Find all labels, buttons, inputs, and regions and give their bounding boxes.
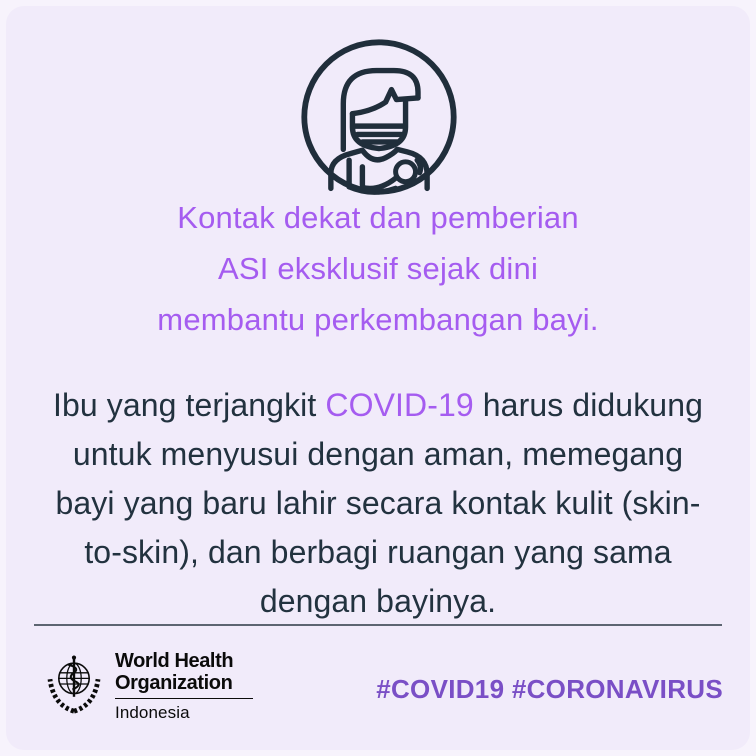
heading-line-1: Kontak dekat dan pemberian: [177, 200, 579, 235]
who-name-line-1: World Health: [115, 650, 234, 672]
who-name-line-2: Organization: [115, 672, 233, 694]
hashtags-label: #COVID19 #CORONAVIRUS: [376, 674, 723, 704]
who-logo-lockup: [42, 650, 253, 723]
covid19-highlight: COVID-19: [325, 387, 474, 423]
breastfeeding-mother-with-mask-icon: [296, 34, 462, 200]
heading-line-2: ASI eksklusif sejak dini: [217, 251, 539, 286]
body-line-3: bayi yang baru lahir secara kontak kulit (skin-: [55, 485, 701, 521]
who-emblem-icon: [42, 652, 106, 716]
footer-divider: [34, 624, 722, 626]
heading-purple: [0, 192, 756, 345]
body-paragraph: [0, 381, 756, 626]
who-wordmark: [115, 650, 253, 723]
body-line-4: to-skin), dan berbagi ruangan yang sama: [84, 534, 672, 570]
body-line-1-pre: Ibu yang terjangkit: [52, 387, 326, 423]
body-line-1-post: harus didukung: [473, 387, 703, 423]
body-line-5: dengan bayinya.: [259, 583, 497, 619]
body-line-2: untuk menyusui dengan aman, memegang: [72, 436, 684, 472]
heading-line-3: membantu perkembangan bayi.: [157, 302, 599, 337]
body-line-1: [0, 381, 756, 430]
who-rule: [115, 698, 253, 699]
who-country-label: Indonesia: [115, 703, 190, 722]
